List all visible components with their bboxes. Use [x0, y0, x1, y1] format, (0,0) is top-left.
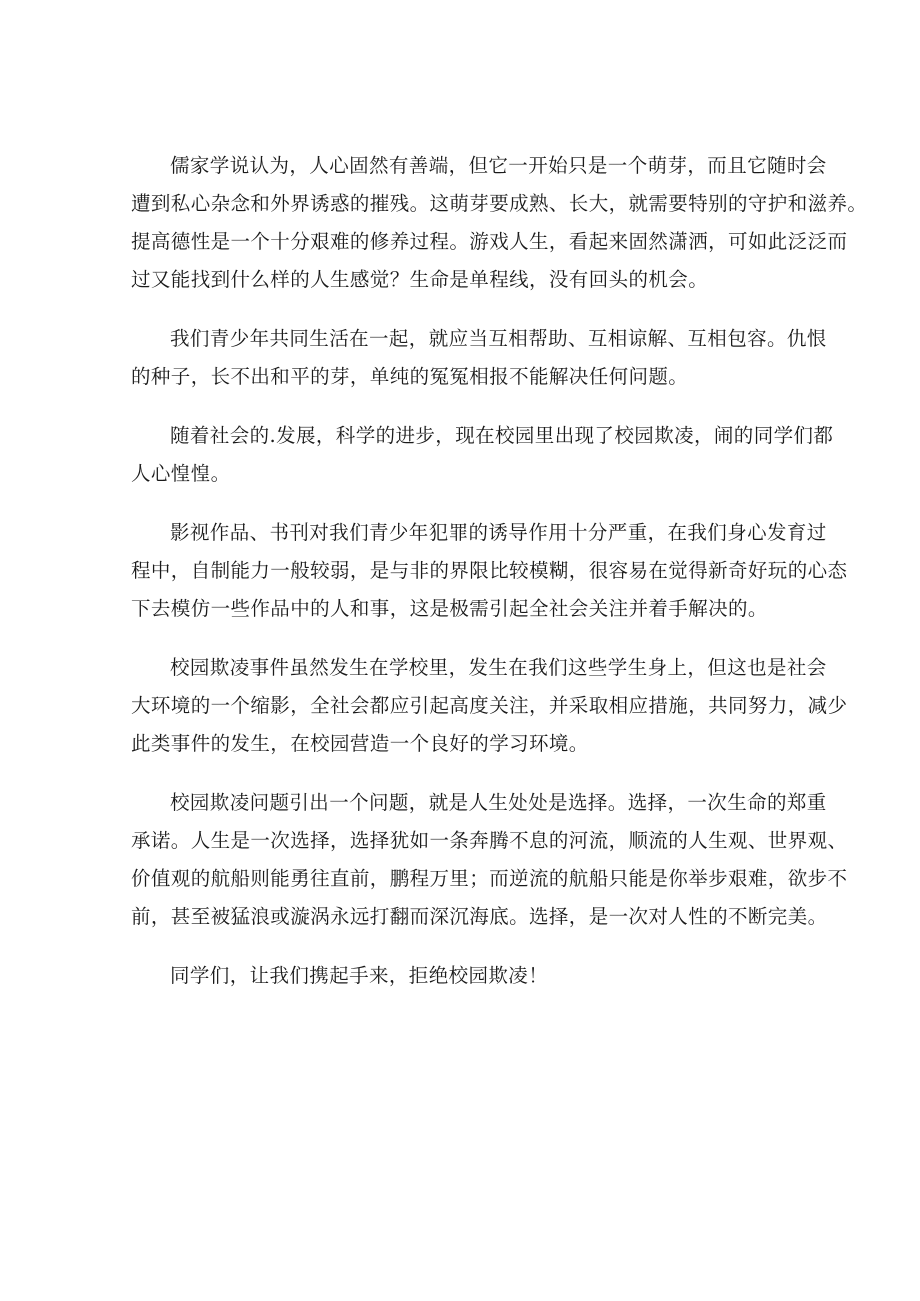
- paragraph-line: 程中，自制能力一般较弱，是与非的界限比较模糊，很容易在觉得新奇好玩的心态: [131, 559, 848, 582]
- paragraph-line: 校园欺凌问题引出一个问题，就是人生处处是选择。选择，一次生命的郑重: [170, 791, 827, 814]
- paragraph-line: 过又能找到什么样的人生感觉？生命是单程线，没有回头的机会。: [131, 268, 709, 291]
- paragraph-line: 儒家学说认为，人心固然有善端，但它一开始只是一个萌芽，而且它随时会: [170, 154, 827, 177]
- document-body: [131, 147, 868, 1016]
- paragraph-7: [131, 957, 795, 995]
- paragraph-6: [131, 784, 848, 936]
- paragraph-line: 承诺。人生是一次选择，选择犹如一条奔腾不息的河流，顺流的人生观、世界观、: [131, 829, 848, 852]
- paragraph-line: 影视作品、书刊对我们青少年犯罪的诱导作用十分严重，在我们身心发育过: [170, 521, 827, 544]
- paragraph-line: 此类事件的发生，在校园营造一个良好的学习环境。: [131, 732, 589, 755]
- paragraph-5: [131, 649, 848, 763]
- paragraph-line: 遭到私心杂念和外界诱惑的摧残。这萌芽要成熟、长大，就需要特别的守护和滋养。: [131, 192, 868, 215]
- paragraph-2: [131, 320, 827, 396]
- paragraph-line: 同学们，让我们携起手来，拒绝校园欺凌！: [170, 964, 549, 987]
- paragraph-line: 我们青少年共同生活在一起，就应当互相帮助、互相谅解、互相包容。仇恨: [170, 327, 827, 350]
- paragraph-line: 的种子，长不出和平的芽，单纯的冤冤相报不能解决任何问题。: [131, 365, 689, 388]
- paragraph-line: 价值观的航船则能勇往直前，鹏程万里；而逆流的航船只能是你举步艰难，欲步不: [131, 867, 848, 890]
- paragraph-3: [131, 417, 834, 493]
- paragraph-line: 随着社会的.发展，科学的进步，现在校园里出现了校园欺凌，闹的同学们都: [170, 424, 834, 447]
- paragraph-line: 前，甚至被猛浪或漩涡永远打翻而深沉海底。选择，是一次对人性的不断完美。: [131, 905, 828, 928]
- paragraph-4: [131, 514, 848, 628]
- paragraph-line: 提高德性是一个十分艰难的修养过程。游戏人生，看起来固然潇洒，可如此泛泛而: [131, 230, 848, 253]
- paragraph-line: 大环境的一个缩影，全社会都应引起高度关注，并采取相应措施，共同努力，减少: [131, 694, 848, 717]
- paragraph-1: [131, 147, 868, 299]
- paragraph-line: 下去模仿一些作品中的人和事，这是极需引起全社会关注并着手解决的。: [131, 597, 768, 620]
- paragraph-line: 人心惶惶。: [131, 462, 231, 485]
- paragraph-line: 校园欺凌事件虽然发生在学校里，发生在我们这些学生身上，但这也是社会: [170, 656, 827, 679]
